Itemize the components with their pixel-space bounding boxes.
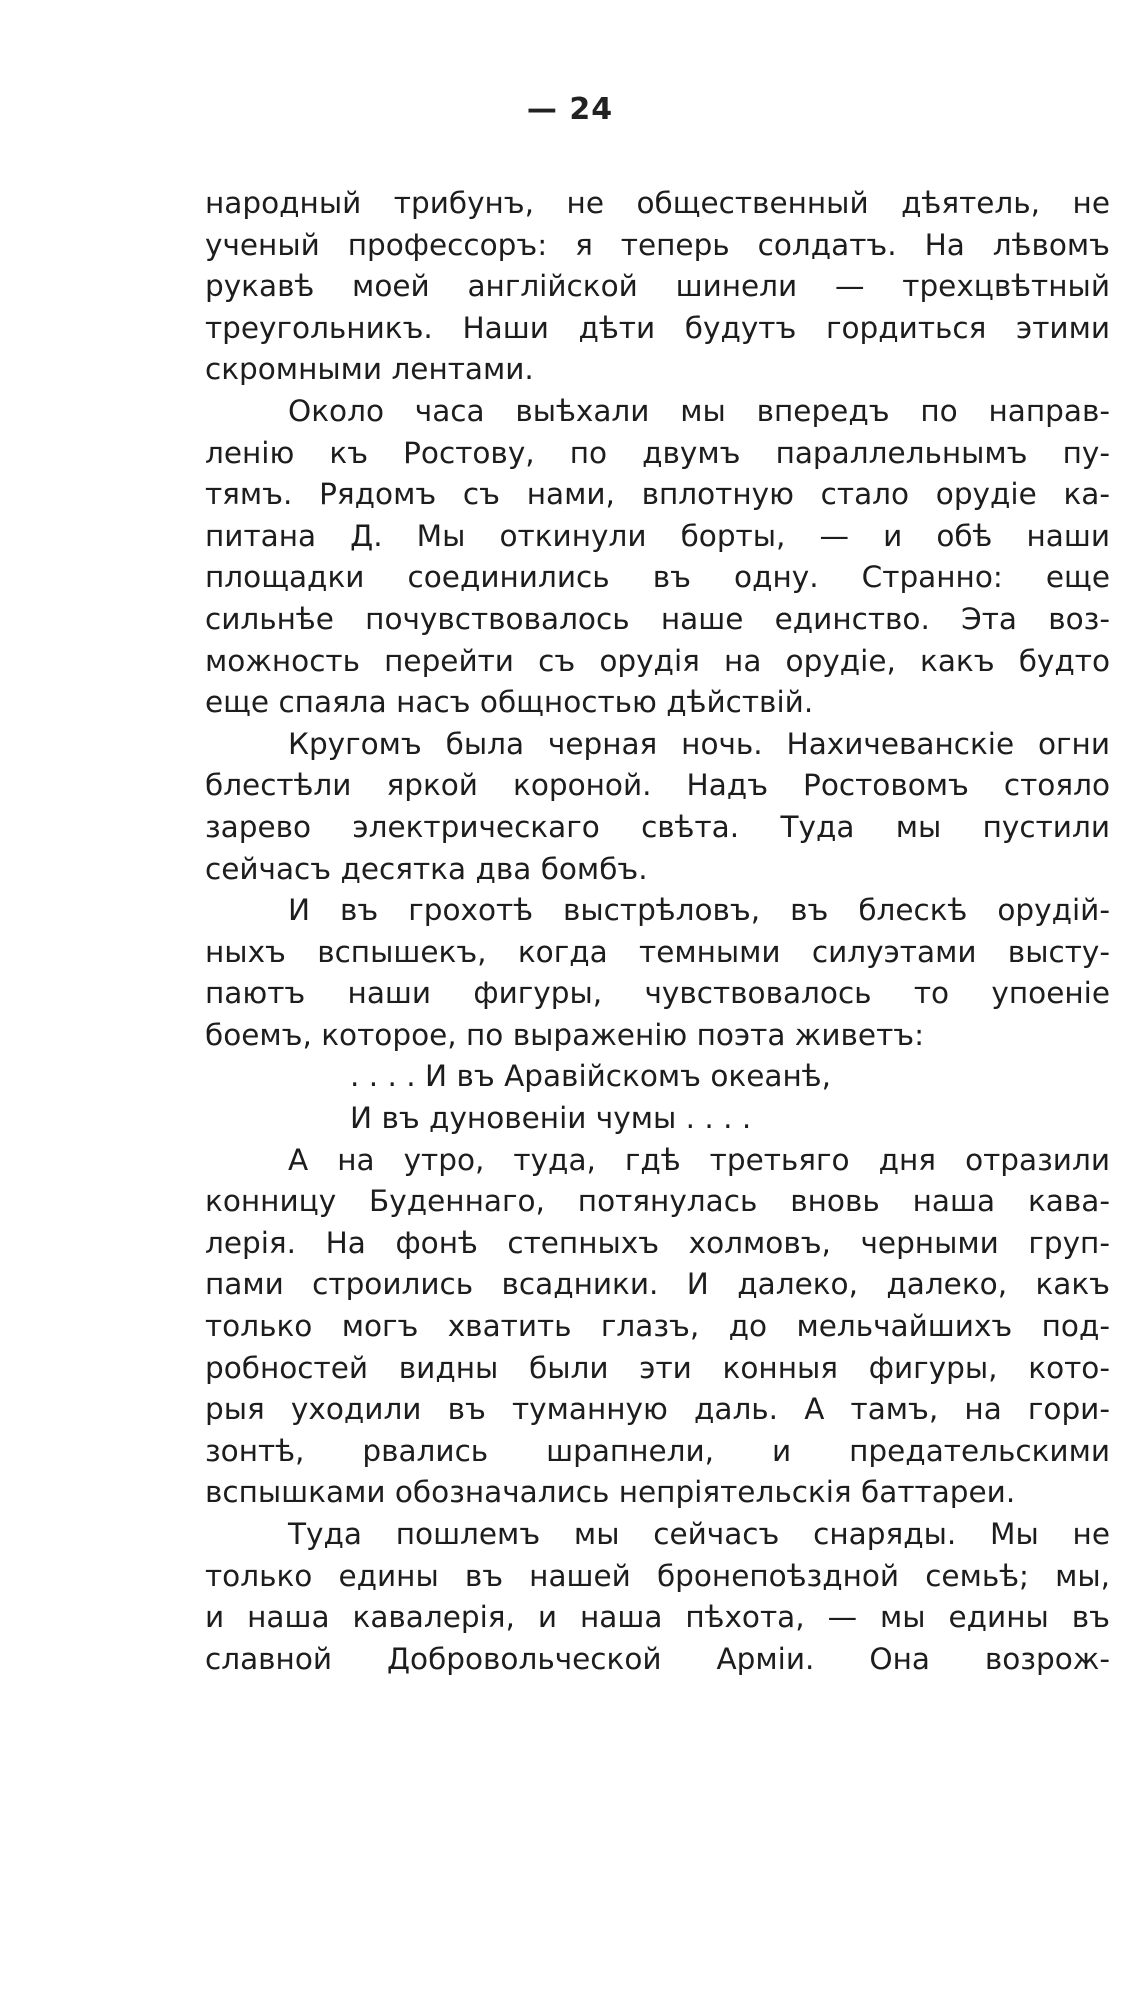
paragraph-start-line: Около часа выѣхали мы впередъ по направ- (288, 393, 1110, 428)
text-line: зарево электрическаго свѣта. Туда мы пустили (205, 809, 1110, 844)
text-line: боемъ, которое, по выраженію поэта живетъ: (205, 1017, 925, 1052)
text-line: и наша кавалерія, и наша пѣхота, — мы едины въ (205, 1600, 1110, 1635)
text-line: треугольникъ. Наши дѣти будутъ гордиться этими (205, 310, 1110, 345)
text-line: тямъ. Рядомъ съ нами, вплотную стало орудіе ка- (205, 477, 1110, 512)
text-line: рыя уходили въ туманную даль. А тамъ, на гори- (205, 1392, 1110, 1427)
text-line: ученый профессоръ: я теперь солдатъ. На лѣвомъ (205, 227, 1110, 262)
text-line: вспышками обозначались непріятельскія баттареи. (205, 1475, 1016, 1510)
text-line: славной Добровольческой Арміи. Она возрож- (205, 1641, 1110, 1676)
text-line: паютъ наши фигуры, чувствовалось то упоеніе (205, 976, 1110, 1011)
paragraph-start-line: Туда пошлемъ мы сейчасъ снаряды. Мы не (288, 1517, 1110, 1551)
paragraph-start-line: А на утро, туда, гдѣ третьяго дня отразили (288, 1142, 1110, 1177)
text-line: рукавѣ моей англійской шинели — трехцвѣтный (205, 269, 1110, 304)
text-line: только едины въ нашей бронепоѣздной семьѣ; мы, (205, 1558, 1110, 1593)
text-line: зонтѣ, рвались шрапнели, и предательскими (205, 1433, 1110, 1468)
paragraph-start-line: И въ грохотѣ выстрѣловъ, въ блескѣ орудій- (288, 893, 1110, 928)
paragraph-start-line: Кругомъ была черная ночь. Нахичеванскіе огни (288, 726, 1110, 761)
page-number: — 24 (526, 92, 614, 127)
text-line: еще спаяла насъ общностью дѣйствій. (205, 685, 814, 720)
text-line: только могъ хватить глазъ, до мельчайшихъ под- (205, 1309, 1110, 1344)
text-line: ныхъ вспышекъ, когда темными силуэтами высту- (205, 934, 1110, 969)
verse-line: . . . . И въ Аравійскомъ океанѣ, (350, 1059, 831, 1094)
body-text (205, 183, 1110, 1680)
text-line: ленію къ Ростову, по двумъ параллельнымъ пу- (205, 435, 1110, 470)
text-line: народный трибунъ, не общественный дѣятель, не (205, 186, 1110, 220)
text-line: пами строились всадники. И далеко, далеко, какъ (205, 1267, 1110, 1302)
text-line: робностей видны были эти конныя фигуры, кото- (205, 1350, 1110, 1385)
text-line: сейчасъ десятка два бомбъ. (205, 851, 648, 886)
text-line: скромными лентами. (205, 352, 534, 387)
text-line: лерія. На фонѣ степныхъ холмовъ, черными груп- (205, 1225, 1110, 1260)
text-line: можность перейти съ орудія на орудіе, какъ будто (205, 643, 1110, 678)
text-line: площадки соединились въ одну. Странно: еще (205, 560, 1110, 595)
text-line: питана Д. Мы откинули борты, — и обѣ наши (205, 518, 1110, 553)
text-line: блестѣли яркой короной. Надъ Ростовомъ стояло (205, 768, 1110, 803)
text-line: сильнѣе почувствовалось наше единство. Эта воз- (205, 601, 1110, 636)
verse-line: И въ дуновеніи чумы . . . . (350, 1101, 752, 1136)
text-line: конницу Буденнаго, потянулась вновь наша кава- (205, 1184, 1110, 1219)
